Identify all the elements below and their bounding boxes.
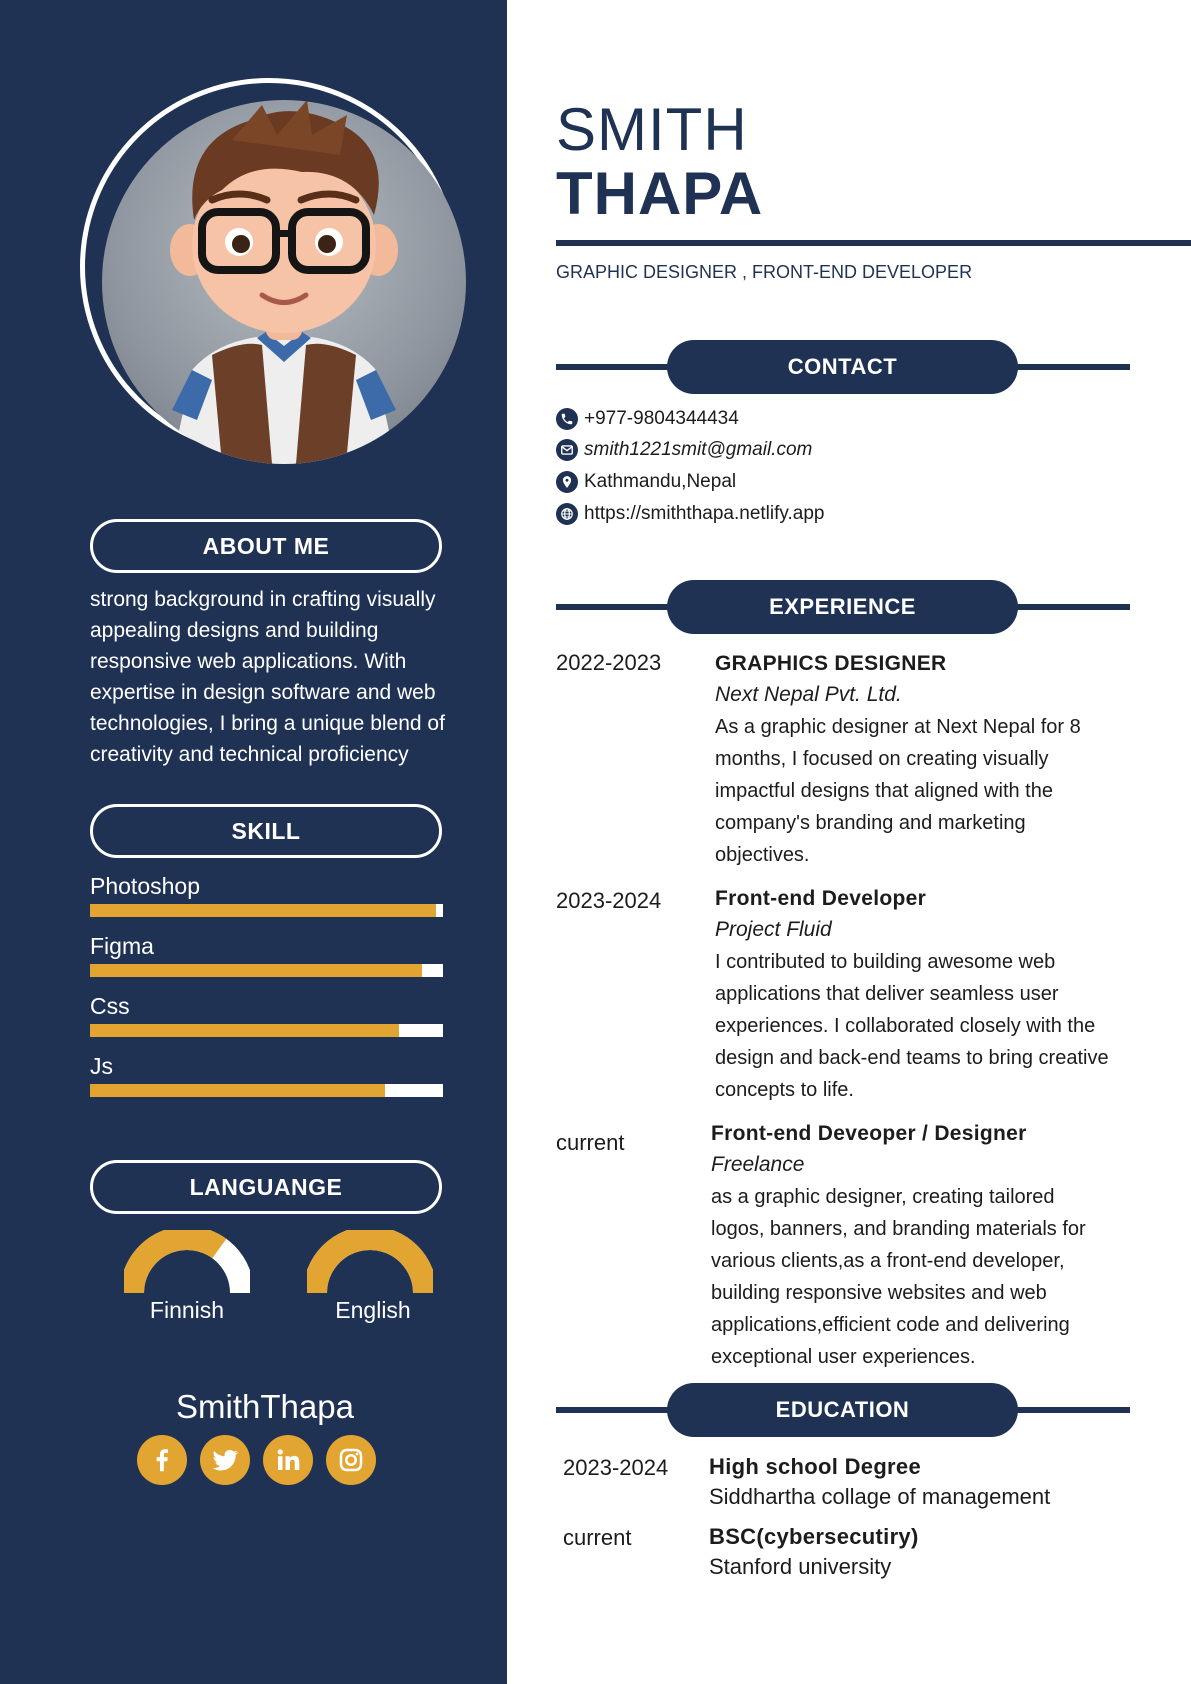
avatar-illustration [102,100,466,464]
skill-heading: SKILL [90,804,442,858]
job-title: GRAPHIC DESIGNER , FRONT-END DEVELOPER [556,262,973,282]
experience-item [711,1119,1131,1373]
about-heading: ABOUT ME [90,519,442,573]
last-name: THAPA [556,160,764,227]
description-line: company's branding and marketing [715,812,1026,834]
language-gauge-finnish [124,1230,250,1296]
skill-photoshop [90,872,443,917]
skill-bar-fill [90,964,422,977]
experience-date: 2023-2024 [556,888,662,913]
description-line: impactful designs that aligned with the [715,780,1053,802]
contact-location [556,471,736,493]
education-item [709,1452,1149,1512]
sidebar [0,0,507,1684]
email-address[interactable]: smith1221smit@gmail.com [584,439,813,460]
skill-figma [90,932,443,977]
social-links [137,1435,376,1485]
location-text: Kathmandu,Nepal [584,471,737,492]
contact-heading: CONTACT [667,340,1018,394]
experience-item [715,884,1135,1106]
description-line: applications,efficient code and delivering [711,1314,1070,1336]
name-divider [556,240,1191,246]
description-line: building responsive websites and web [711,1282,1047,1304]
skill-bar-fill [90,1084,385,1097]
description-line: concepts to life. [715,1079,854,1101]
description-line: logos, banners, and branding materials for [711,1218,1086,1240]
experience-item [715,649,1135,871]
instagram-icon[interactable] [326,1435,376,1485]
description-line: As a graphic designer at Next Nepal for 8 [715,716,1081,738]
skill-bar-track [90,1084,443,1097]
language-heading: LANGUANGE [90,1160,442,1214]
experience-title: Front-end Developer [715,887,927,910]
experience-heading: EXPERIENCE [667,580,1018,634]
education-degree: BSC(cybersecutiry) [709,1524,919,1549]
description-line: objectives. [715,844,810,866]
full-name [556,98,763,226]
experience-date: current [556,1130,625,1155]
globe-icon [556,503,578,525]
first-name: SMITH [556,96,748,163]
contact-website [556,503,824,525]
language-label: Finnish [149,1297,225,1323]
facebook-icon[interactable] [137,1435,187,1485]
experience-description [715,946,1135,1106]
experience-title: GRAPHICS DESIGNER [715,652,947,675]
social-handle: SmithThapa [176,1388,354,1425]
experience-company: Freelance [711,1153,805,1176]
about-text: strong background in crafting visually appealing designs and building responsive web applications. With expertise in design software and web technologies, I bring a unique blend of creativity and technical proficiency [90,588,445,766]
education-school: Stanford university [709,1554,892,1579]
education-date: current [563,1525,632,1550]
skill-name: Css [90,993,130,1019]
experience-company: Project Fluid [715,918,832,941]
skill-js [90,1052,443,1097]
skill-bar-track [90,904,443,917]
language-gauge-english [307,1230,433,1296]
education-item [709,1522,1149,1582]
description-line: as a graphic designer, creating tailored [711,1186,1055,1208]
phone-icon [556,408,578,430]
phone-number[interactable]: +977-9804344434 [584,408,739,429]
experience-company: Next Nepal Pvt. Ltd. [715,683,902,706]
experience-title: Front-end Deveoper / Designer [711,1122,1027,1145]
description-line: experiences. I collaborated closely with the [715,1015,1096,1037]
skill-name: Photoshop [90,873,200,899]
skill-css [90,992,443,1037]
description-line: months, I focused on creating visually [715,748,1049,770]
education-date: 2023-2024 [563,1455,669,1480]
description-line: applications that deliver seamless user [715,983,1059,1005]
skill-name: Js [90,1053,113,1079]
experience-description [715,711,1135,871]
email-icon [556,439,578,461]
skill-bar-track [90,964,443,977]
description-line: I contributed to building awesome web [715,951,1056,973]
description-line: design and back-end teams to bring creative [715,1047,1109,1069]
avatar [102,100,466,464]
education-school: Siddhartha collage of management [709,1484,1051,1509]
skill-name: Figma [90,933,154,959]
description-line: exceptional user experiences. [711,1346,976,1368]
skill-bar-track [90,1024,443,1037]
contact-email [556,439,812,461]
location-pin-icon [556,471,578,493]
twitter-icon[interactable] [200,1435,250,1485]
linkedin-icon[interactable] [263,1435,313,1485]
experience-description [711,1181,1131,1373]
website-link[interactable]: https://smiththapa.netlify.app [584,503,825,524]
education-heading: EDUCATION [667,1383,1018,1437]
language-label: English [335,1297,411,1323]
skill-bar-fill [90,904,436,917]
experience-date: 2022-2023 [556,650,662,675]
education-degree: High school Degree [709,1454,921,1479]
description-line: various clients,as a front-end developer, [711,1250,1065,1272]
contact-phone [556,408,739,430]
skill-bar-fill [90,1024,399,1037]
